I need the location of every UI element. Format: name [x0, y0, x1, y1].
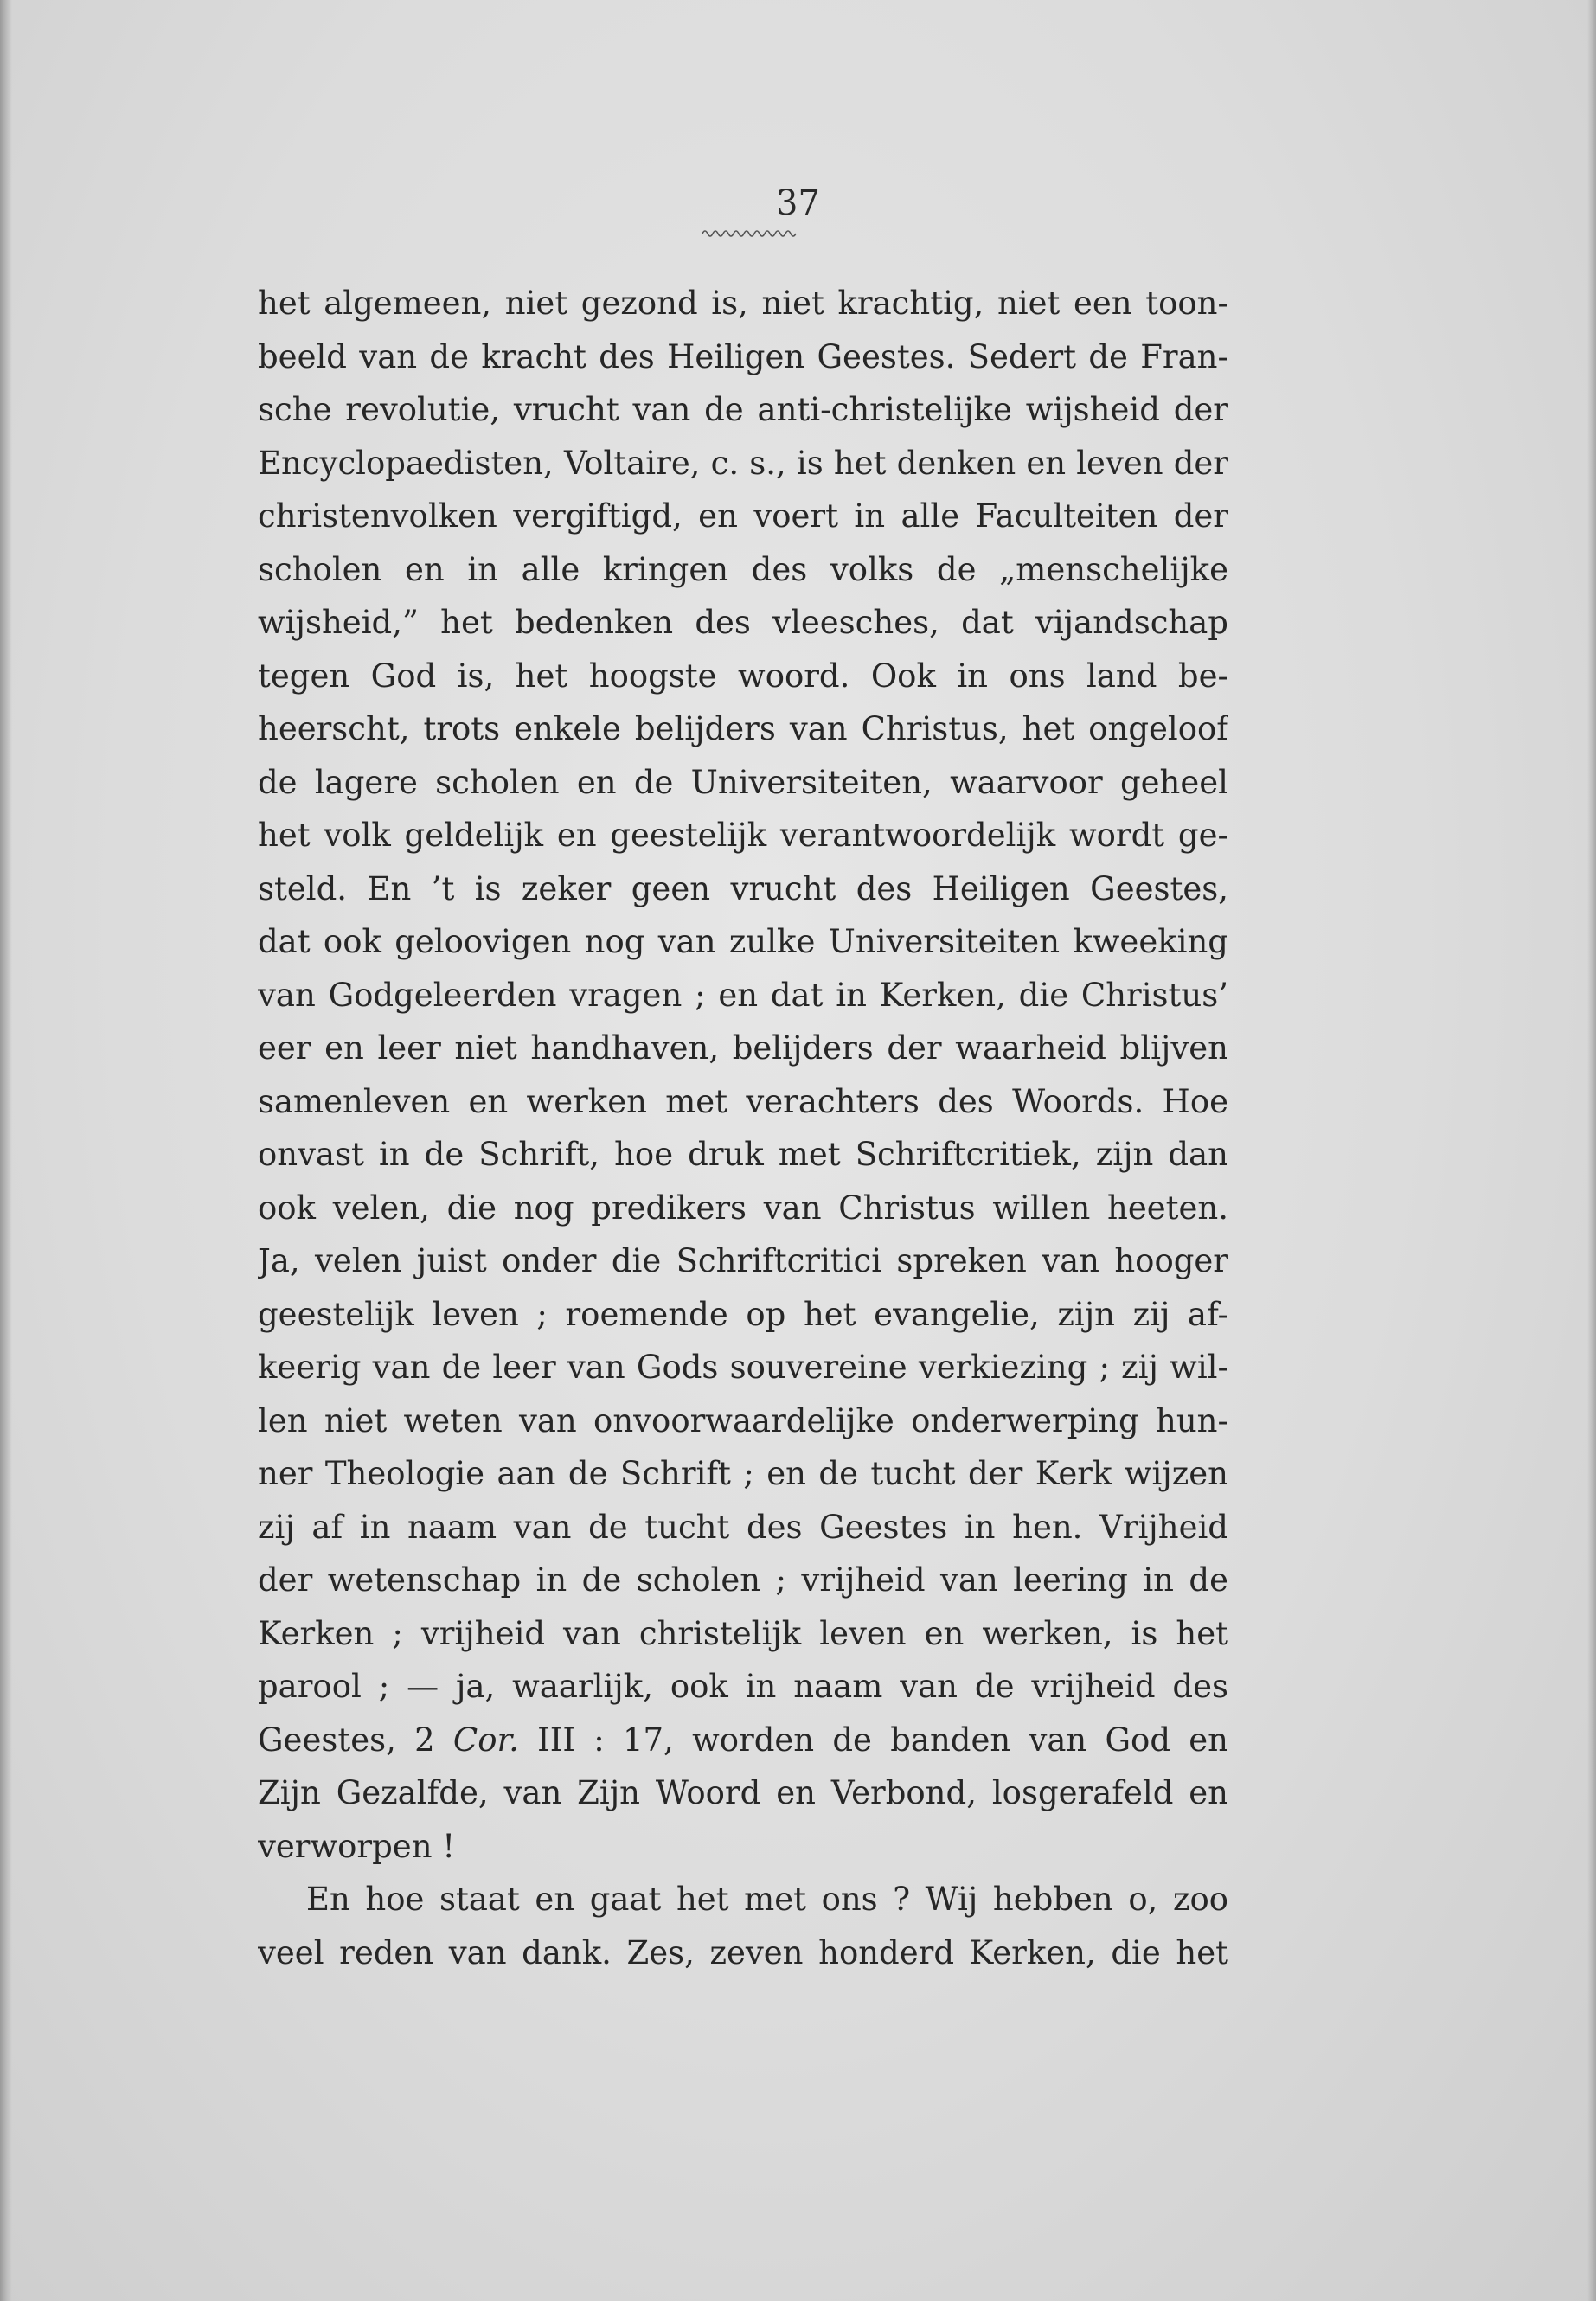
text-line: Kerken ; vrijheid van christelijk leven en werken, is het [258, 1614, 1228, 1652]
cor-before: Geestes, 2 [258, 1721, 453, 1759]
text-line: keerig van de leer van Gods souvereine verkiezing ; zij wil- [258, 1349, 1228, 1386]
cor-after: III : 17, worden de banden van God en [518, 1721, 1228, 1759]
text-line: christenvolken vergiftigd, en voert in alle Faculteiten der [258, 497, 1228, 535]
text-line: eer en leer niet handhaven, belijders der waarheid blijven [258, 1029, 1228, 1067]
text-line: Encyclopaedisten, Voltaire, c. s., is het denken en leven der [258, 444, 1228, 482]
text-line: samenleven en werken met verachters des Woords. Hoe [258, 1082, 1228, 1120]
text-line: het volk geldelijk en geestelijk verantwoordelijk wordt ge- [258, 817, 1228, 854]
text-line: zij af in naam van de tucht des Geestes in hen. Vrijheid [258, 1508, 1228, 1546]
text-line: onvast in de Schrift, hoe druk met Schriftcritiek, zijn dan [258, 1136, 1228, 1173]
text-line: het algemeen, niet gezond is, niet krachtig, niet een toon- [258, 285, 1228, 322]
cor-italic: Cor. [452, 1721, 519, 1759]
text-line: heerscht, trots enkele belijders van Christus, het ongeloof [258, 710, 1228, 747]
text-line: sche revolutie, vrucht van de anti-christelijke wijsheid der [258, 391, 1228, 428]
text-line: steld. En ’t is zeker geen vrucht des Heiligen Geestes, [258, 869, 1228, 907]
text-line: der wetenschap in de scholen ; vrijheid van leering in de [258, 1561, 1228, 1599]
text-line: dat ook geloovigen nog van zulke Universiteiten kweeking [258, 923, 1228, 960]
text-line: tegen God is, het hoogste woord. Ook in ons land be- [258, 657, 1228, 695]
body-text [258, 277, 1228, 1979]
text-line-cor [258, 1714, 1228, 1767]
text-line: ner Theologie aan de Schrift ; en de tucht der Kerk wijzen [258, 1455, 1228, 1492]
page-right-shadow [1587, 0, 1596, 2301]
paragraph-1 [258, 277, 1228, 1873]
text-line: len niet weten van onvoorwaardelijke onderwerping hun- [258, 1401, 1228, 1439]
text-line: beeld van de kracht des Heiligen Geestes. Sedert de Fran- [258, 337, 1228, 375]
text-line: parool ; — ja, waarlijk, ook in naam van de vrijheid des [258, 1668, 1228, 1705]
page-number: 37 [776, 183, 820, 223]
text-line: veel reden van dank. Zes, zeven honderd Kerken, die het [258, 1933, 1228, 1971]
page-left-shadow [0, 0, 12, 2301]
text-line: geestelijk leven ; roemende op het evangelie, zijn zij af- [258, 1295, 1228, 1333]
paragraph-2 [258, 1873, 1228, 1979]
text-line: Ja, velen juist onder die Schriftcritici spreken van hooger [258, 1242, 1228, 1279]
text-line: verworpen ! [258, 1827, 456, 1865]
text-line: de lagere scholen en de Universiteiten, waarvoor geheel [258, 763, 1228, 801]
text-line: En hoe staat en gaat het met ons ? Wij hebben o, zoo [306, 1881, 1228, 1918]
page-number-ornament [702, 228, 798, 239]
text-line: ook velen, die nog predikers van Christus willen heeten. [258, 1189, 1228, 1227]
text-line: wijsheid,” het bedenken des vleesches, dat vijandschap [258, 604, 1228, 641]
text-line: van Godgeleerden vragen ; en dat in Kerken, die Christus’ [258, 976, 1228, 1014]
text-line: Zijn Gezalfde, van Zijn Woord en Verbond, losgerafeld en [258, 1774, 1228, 1811]
text-line: scholen en in alle kringen des volks de „menschelijke [258, 550, 1228, 588]
